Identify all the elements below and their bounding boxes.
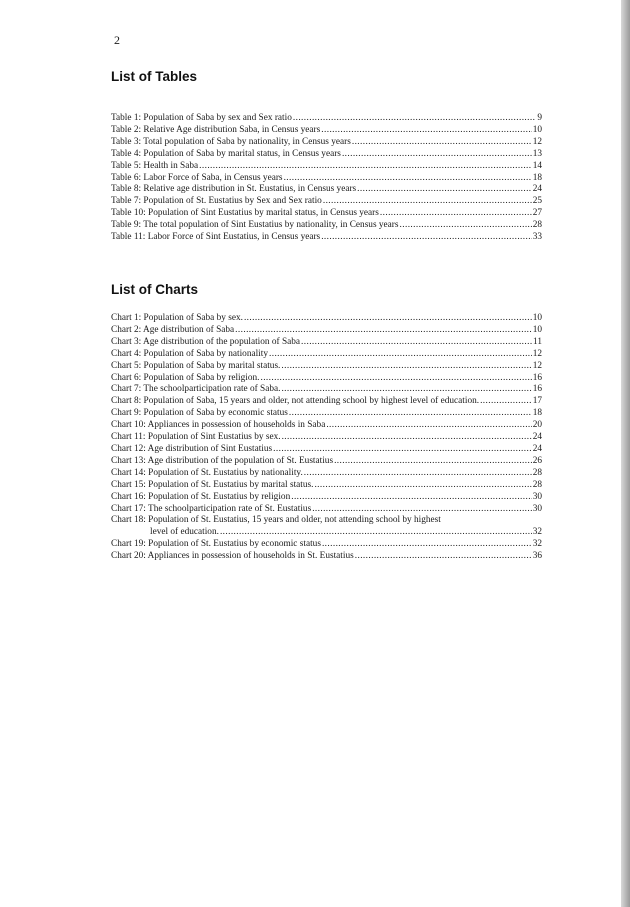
tables-list <box>111 113 542 244</box>
chart-entry <box>111 468 542 480</box>
chart-entry-label: Chart 12: Age distribution of Sint Eustatius <box>111 443 273 454</box>
chart-entry-label: Chart 9: Population of Saba by economic status <box>111 408 288 419</box>
dot-leader <box>260 373 531 385</box>
chart-entry <box>111 313 542 325</box>
table-entry-label: Table 6: Labor Force of Saba, in Census years <box>111 172 283 183</box>
chart-entry-page: 17 <box>532 396 542 407</box>
dot-leader <box>355 551 532 563</box>
table-entry <box>111 208 542 220</box>
dot-leader <box>304 468 532 480</box>
chart-entry-label: Chart 14: Population of St. Eustatius by nationality. <box>111 467 303 478</box>
dot-leader <box>321 125 531 137</box>
dot-leader <box>400 220 532 232</box>
chart-entry-label: Chart 15: Population of St. Eustatius by marital status. <box>111 479 314 490</box>
dot-leader <box>199 161 532 173</box>
table-entry-label: Table 10: Population of Sint Eustatius by marital status, in Census years <box>111 208 379 219</box>
table-entry-page: 28 <box>532 220 542 231</box>
chart-entry-page: 30 <box>532 491 542 502</box>
chart-entry-page: 26 <box>532 455 542 466</box>
table-entry-page: 13 <box>532 148 542 159</box>
chart-entry <box>111 480 542 492</box>
table-entry-label: Table 5: Health in Saba <box>111 160 199 171</box>
dot-leader <box>273 444 532 456</box>
dot-leader <box>293 113 536 125</box>
chart-entry <box>111 551 542 563</box>
chart-entry <box>111 325 542 337</box>
charts-list <box>111 313 542 563</box>
chart-entry-page: 28 <box>532 467 542 478</box>
table-entry-page: 24 <box>532 184 542 195</box>
table-entry-label: Table 3: Total population of Saba by nationality, in Census years <box>111 136 351 147</box>
chart-entry-page: 16 <box>532 372 542 383</box>
dot-leader <box>269 349 532 361</box>
chart-entry-label: Chart 11: Population of Sint Eustatius by sex. <box>111 432 281 443</box>
table-entry-label: Table 4: Population of Saba by marital status, in Census years <box>111 148 341 159</box>
table-entry <box>111 184 542 196</box>
table-entry <box>111 125 542 137</box>
chart-entry-page: 36 <box>532 551 542 562</box>
chart-entry-label: Chart 2: Age distribution of Saba <box>111 324 235 335</box>
dot-leader <box>244 313 532 325</box>
dot-leader <box>314 480 531 492</box>
table-entry-page: 12 <box>532 136 542 147</box>
chart-entry-label: Chart 8: Population of Saba, 15 years and older, not attending school by highest level of education. <box>111 396 480 407</box>
chart-entry <box>111 396 542 408</box>
dot-leader <box>342 149 532 161</box>
chart-entry-label: Chart 10: Appliances in possession of households in Saba <box>111 420 326 431</box>
list-of-charts-heading: List of Charts <box>111 282 199 297</box>
chart-entry-continuation <box>111 527 542 539</box>
table-entry <box>111 161 542 173</box>
chart-entry <box>111 384 542 396</box>
page-edge-shadow <box>621 0 630 907</box>
chart-entry-page: 18 <box>532 408 542 419</box>
chart-entry-page: 10 <box>532 313 542 323</box>
chart-entry-label: Chart 19: Population of St. Eustatius by economic status <box>111 539 321 550</box>
dot-leader <box>301 337 532 349</box>
dot-leader <box>281 384 531 396</box>
dot-leader <box>321 232 532 244</box>
chart-entry <box>111 420 542 432</box>
chart-entry-label: Chart 1: Population of Saba by sex. <box>111 313 243 323</box>
table-entry <box>111 220 542 232</box>
chart-entry-page: 32 <box>532 539 542 550</box>
chart-entry <box>111 349 542 361</box>
chart-entry <box>111 515 542 527</box>
dot-leader <box>480 396 532 408</box>
dot-leader <box>326 420 531 432</box>
dot-leader <box>281 361 531 373</box>
table-entry-page: 9 <box>537 113 542 123</box>
dot-leader <box>282 432 532 444</box>
dot-leader <box>284 173 532 185</box>
dot-leader <box>357 184 532 196</box>
list-of-tables-heading: List of Tables <box>111 69 198 84</box>
chart-entry-label: Chart 18: Population of St. Eustatius, 15 years and older, not attending school by highest <box>111 515 441 526</box>
dot-leader <box>352 137 532 149</box>
page-number: 2 <box>114 33 120 47</box>
dot-leader <box>322 539 532 551</box>
chart-entry-page: 16 <box>532 384 542 395</box>
chart-entry <box>111 408 542 420</box>
table-entry-page: 27 <box>532 208 542 219</box>
dot-leader <box>334 456 532 468</box>
chart-entry <box>111 373 542 385</box>
table-entry <box>111 173 542 185</box>
chart-entry <box>111 504 542 516</box>
chart-entry-label: Chart 5: Population of Saba by marital status. <box>111 360 281 371</box>
table-entry-label: Table 8: Relative age distribution in St. Eustatius, in Census years <box>111 184 357 195</box>
chart-entry <box>111 361 542 373</box>
dot-leader <box>235 325 532 337</box>
table-entry-page: 18 <box>532 172 542 183</box>
chart-entry-page: 12 <box>532 360 542 371</box>
chart-entry <box>111 432 542 444</box>
table-entry <box>111 137 542 149</box>
table-entry <box>111 149 542 161</box>
chart-entry-page: 11 <box>533 336 542 347</box>
chart-entry-page: 24 <box>532 443 542 454</box>
chart-entry-label: Chart 17: The schoolparticipation rate of St. Eustatius <box>111 503 312 514</box>
table-entry-label: Table 2: Relative Age distribution Saba, in Census years <box>111 124 321 135</box>
table-entry-label: Table 1: Population of Saba by sex and Sex ratio <box>111 113 292 123</box>
dot-leader <box>289 408 532 420</box>
table-entry-label: Table 7: Population of St. Eustatius by Sex and Sex ratio <box>111 196 322 207</box>
table-entry-page: 25 <box>532 196 542 207</box>
chart-entry <box>111 539 542 551</box>
chart-entry <box>111 444 542 456</box>
chart-entry-page: 12 <box>532 348 542 359</box>
table-entry <box>111 196 542 208</box>
table-entry-page: 14 <box>532 160 542 171</box>
dot-leader <box>380 208 532 220</box>
chart-entry-label: Chart 6: Population of Saba by religion. <box>111 372 260 383</box>
chart-entry-label: Chart 20: Appliances in possession of households in St. Eustatius <box>111 551 354 562</box>
chart-entry-label: Chart 4: Population of Saba by nationality <box>111 348 268 359</box>
chart-entry <box>111 492 542 504</box>
chart-entry-label: Chart 13: Age distribution of the population of St. Eustatius <box>111 455 334 466</box>
chart-entry-page: 28 <box>532 479 542 490</box>
dot-leader <box>312 504 532 516</box>
chart-entry-label: Chart 3: Age distribution of the population of Saba <box>111 336 301 347</box>
chart-entry-page: 30 <box>532 503 542 514</box>
chart-entry <box>111 456 542 468</box>
table-entry <box>111 113 542 125</box>
chart-entry-label-continuation: level of education. <box>150 527 219 538</box>
chart-entry-page: 24 <box>532 432 542 443</box>
chart-entry-label: Chart 7: The schoolparticipation rate of Saba. <box>111 384 281 395</box>
chart-entry-label: Chart 16: Population of St. Eustatius by religion <box>111 491 291 502</box>
chart-entry <box>111 337 542 349</box>
chart-entry-page: 10 <box>532 324 542 335</box>
table-entry <box>111 232 542 244</box>
chart-entry-page: 32 <box>532 527 542 538</box>
table-entry-page: 10 <box>532 124 542 135</box>
chart-entry-page: 20 <box>532 420 542 431</box>
table-entry-label: Table 9: The total population of Sint Eustatius by nationality, in Census years <box>111 220 399 231</box>
dot-leader <box>291 492 531 504</box>
table-entry-label: Table 11: Labor Force of Sint Eustatius, in Census years <box>111 232 321 243</box>
dot-leader <box>323 196 532 208</box>
table-entry-page: 33 <box>532 232 542 243</box>
dot-leader <box>220 527 532 539</box>
